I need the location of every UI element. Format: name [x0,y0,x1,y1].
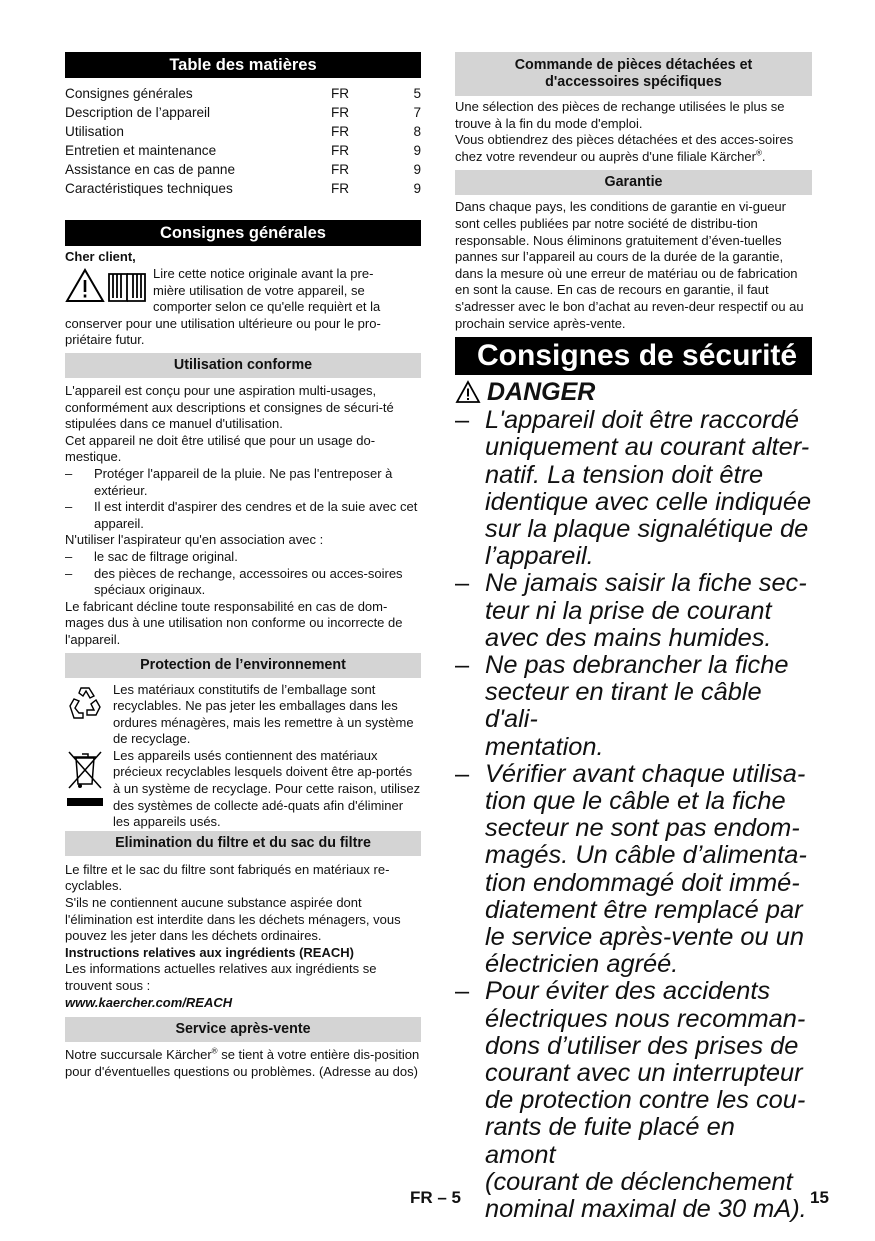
safety-line: sur la plaque signalétique de [485,514,809,543]
safety-item [455,652,812,761]
safety-line: le service après-vente ou un [485,922,804,951]
toc-page: 5 [413,86,421,101]
parts-body [455,99,812,165]
env-p1: Les matériaux constitutifs de l’emballage sont recyclables. Ne pas jeter les emballages dans les ordures ménagères, mais les remettre à un système de recyclage. [113,681,414,747]
safety-line: (courant de déclenchement [485,1167,793,1196]
intro-rest: conserver pour une utilisation ultérieure ou pour le pro-priétaire futur. [65,315,381,348]
dash-bullet: – [65,465,73,481]
safety-item-text [485,407,812,570]
safety-item [455,761,812,979]
filter-body [65,862,421,1011]
toc-page: 9 [413,142,421,158]
safety-line: Vérifier avant chaque utilisa- [485,759,806,788]
safety-line: de protection contre les cou- [485,1086,806,1115]
filter-heading: Elimination du filtre et du sac du filtre [65,831,421,856]
use-heading: Utilisation conforme [65,353,421,378]
toc-lang: FR [331,142,350,158]
warning-triangle-icon [65,268,149,304]
warning-book-icons [65,266,153,316]
safety-item-text [485,761,812,979]
intro-line: comporter selon ce qu'elle requièrt et la [153,299,381,315]
safety-line: secteur ne sont pas endom- [485,814,800,843]
intro-line: Lire cette notice originale avant la pre- [153,266,374,282]
use-p3: N'utiliser l'aspirateur qu'en association avec : [65,532,324,548]
warning-triangle-icon [455,380,481,404]
use-list-item [65,549,421,566]
parts-p1: Une sélection des pièces de rechange utilisées le plus se trouve à la fin du mode d'emploi. [455,99,785,131]
env-packaging [65,682,421,748]
safety-line: teur ni la prise de courant [485,596,772,625]
safety-line: mentation. [485,732,604,761]
safety-line: électriques nous recomman- [485,1004,806,1033]
toc-title: Assistance en cas de panne [65,161,236,177]
intro-block [65,266,421,316]
safety-line: identique avec celle indiquée [485,487,812,516]
env-devices [65,748,421,831]
warranty-heading: Garantie [455,170,812,195]
safety-list [455,407,812,1223]
recycle-icon [65,682,105,722]
toc-title: Description de l’appareil [65,104,211,120]
safety-item-text [485,570,812,652]
use-list-item-text: Il est interdit d'aspirer des cendres et de la suie avec cet appareil. [94,499,418,531]
toc-title: Caractéristiques techniques [65,180,233,196]
safety-line: Pour éviter des accidents [485,977,771,1006]
page-number: 15 [810,1188,829,1207]
safety-line: tion endommagé doit immé- [485,868,800,897]
safety-line: natif. La tension doit être [485,460,764,489]
safety-line: électricien agréé. [485,950,679,979]
toc-title: Consignes générales [65,86,193,101]
safety-item-text [485,978,812,1223]
service-text-a: Notre succursale Kärcher [65,1047,212,1063]
safety-line: tion que le câble et la fiche [485,786,786,815]
safety-line: dons d’utiliser des prises de [485,1031,799,1060]
dash-bullet: – [455,977,470,1006]
toc-lang: FR [331,161,350,177]
dash-bullet: – [455,569,470,598]
toc-title: Utilisation [65,123,124,139]
service-heading: Service après-vente [65,1017,421,1042]
safety-line: courant avec un interrupteur [485,1059,803,1087]
use-list-item-text: Protéger l'appareil de la pluie. Ne pas l'entreposer à extérieur. [94,465,393,498]
toc-list [65,85,421,198]
toc-page: 9 [413,161,421,177]
dash-bullet: – [455,650,470,679]
toc-lang: FR [331,104,350,120]
service-text-b: se tient à votre entière dis-position pour d'éventuelles questions ou problèmes. (Adresse au dos) [65,1047,420,1079]
safety-line: diatement être remplacé par [485,895,803,924]
env-heading: Protection de l’environnement [65,653,421,678]
use-list-item-text: des pièces de rechange, accessoires ou acces-soires spéciaux originaux. [94,565,403,598]
toc-row [65,85,421,104]
weee-icon-wrap [65,748,113,831]
parts-p2 [455,132,812,165]
toc-row [65,123,421,142]
use-list-item-text: le sac de filtrage original. [94,548,238,564]
warranty-text: Dans chaque pays, les conditions de garantie en vi-gueur sont celles publiées par notre société de distribu-tion responsable. Nous éliminons gratuitement d’éven-tuelles pannes sur l’appareil au cours de la durée de la garantie, dans la mesure où une erreur de matériau ou de fabrication en sont la cause. En cas de recours en garantie, il faut s'adresser avec le bon d’achat au reven-deur respectif ou au prochain service après-vente. [455,199,804,331]
safety-item [455,570,812,652]
safety-line: magés. Un câble d’alimenta- [485,841,807,870]
intro-line: mière utilisation de votre appareil, se [153,282,365,298]
filter-p3: Les informations actuelles relatives aux ingrédients se trouvent sous : [65,961,377,993]
safety-line: nominal maximal de 30 mA). [485,1195,807,1224]
intro-lines [153,266,421,316]
page-label: FR – 5 [410,1188,462,1207]
safety-line: uniquement au courant alter- [485,433,810,462]
dash-bullet: – [65,565,73,581]
toc-title: Entretien et maintenance [65,142,217,158]
safety-heading: Consignes de sécurité [455,337,812,375]
right-column [455,52,812,1223]
safety-item-text [485,652,812,761]
reach-title: Instructions relatives aux ingrédients (REACH) [65,944,354,960]
left-column [65,52,421,1080]
recycle-icon-wrap [65,682,113,748]
use-p4: Le fabricant décline toute responsabilité en cas de dom-mages dus à une utilisation non conforme ou incorrecte de l'appareil. [65,598,403,647]
safety-line: Ne pas debrancher la fiche [485,650,789,679]
toc-lang: FR [331,123,350,139]
env-p2: Les appareils usés contiennent des matériaux précieux recyclables lesquels doivent être ap-portés à un système de recyclage. Pour cette raison, utilisez des systèmes de collecte adé-quats afin d'éliminer les appareils usés. [113,747,421,830]
toc-row [65,104,421,123]
safety-line: secteur en tirant le câble d'ali- [485,678,762,734]
toc-page: 7 [413,104,421,120]
safety-item [455,407,812,570]
use-list-item [65,566,421,599]
danger-label: DANGER [487,378,596,407]
toc-row [65,142,421,161]
dash-bullet: – [455,759,470,788]
filter-p1: Le filtre et le sac du filtre sont fabriqués en matériaux re-cyclables. [65,861,390,894]
toc-lang: FR [331,180,350,196]
crossed-bin-icon [65,748,105,810]
salutation: Cher client, [65,249,136,265]
parts-p2-text: Vous obtiendrez des pièces détachées et des acces-soires chez votre revendeur ou auprès d'une filiale Kärcher [455,132,794,164]
safety-line: rants de fuite placé en amont [485,1113,735,1169]
filter-p2: S'ils ne contiennent aucune substance aspirée dont l'élimination est interdite dans les déchets ménagers, vous pouvez les jeter dans les déchets ordinaires. [65,895,401,944]
use-list-item [65,499,421,532]
safety-item [455,978,812,1223]
dash-bullet: – [65,548,73,564]
parts-heading: Commande de pièces détachées et d'accessoires spécifiques [455,52,812,96]
use-list-item [65,466,421,499]
dash-bullet: – [65,499,73,515]
general-heading: Consignes générales [65,220,421,246]
toc-row [65,180,421,199]
danger-heading [455,377,812,407]
reach-url: www.kaercher.com/REACH [65,994,233,1010]
use-body [65,383,421,649]
safety-line: avec des mains humides. [485,623,772,652]
toc-page: 9 [413,180,421,196]
safety-line: Ne jamais saisir la fiche sec- [485,569,807,598]
safety-line: L'appareil doit être raccordé [485,406,799,435]
parts-reg: ® [755,148,762,158]
use-p1: L'appareil est conçu pour une aspiration multi-usages, conformément aux descriptions et consignes de sécuri-té stipulées dans ce manuel d'utilisation. [65,383,394,432]
toc-page: 8 [413,123,421,139]
use-p2: Cet appareil ne doit être utilisé que pour un usage do-mestique. [65,432,376,465]
service-text [65,1047,421,1080]
safety-line: l’appareil. [485,542,594,571]
toc-row [65,161,421,180]
toc-lang: FR [331,86,350,101]
parts-p2-end: . [761,148,766,164]
service-reg: ® [211,1046,218,1056]
toc-heading: Table des matières [65,52,421,78]
dash-bullet: – [455,406,470,435]
